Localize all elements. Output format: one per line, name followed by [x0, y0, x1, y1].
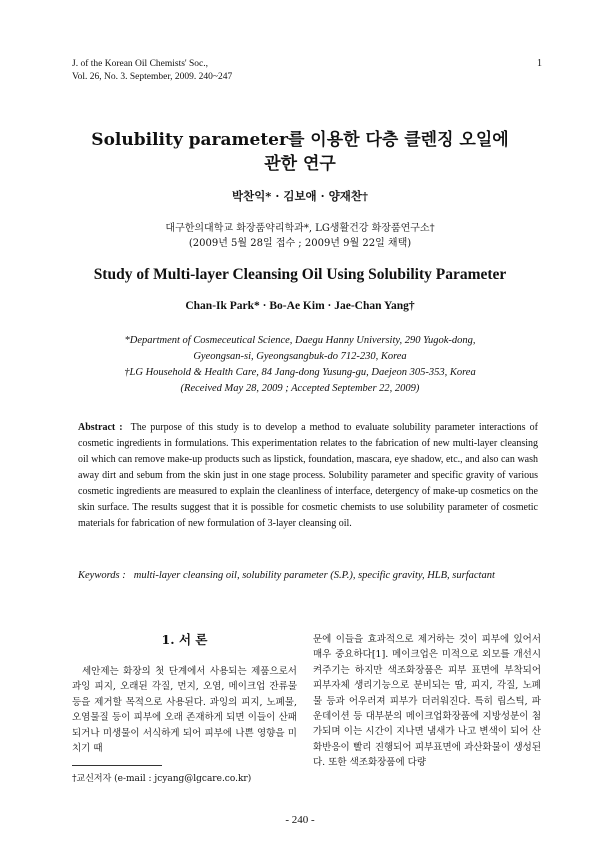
korean-received-dates: (2009년 5월 28일 접수 ; 2009년 9월 22일 채택) — [188, 238, 412, 249]
korean-authors: 박찬익* · 김보애 · 양재찬† — [231, 189, 369, 203]
journal-reference — [72, 58, 232, 84]
keywords-text: multi-layer cleansing oil, solubility parameter (S.P.), specific gravity, HLB, surfactant — [133, 570, 495, 581]
body-column-left: 세안제는 화장의 첫 단계에서 사용되는 제품으로서 과잉 피지, 오래된 각질, 먼지, 오염, 메이크업 잔류물 등을 제거할 목적으로 사용된다. 과잉의 피지, 노폐물, 오염물질 등이 피부에 오래 존재하게 되면 이들이 산패되거나 미생물이 서식하게 되어 피부에 나쁜 영향을 미치기 때 — [72, 666, 297, 755]
korean-affiliation — [40, 221, 560, 251]
korean-affiliation-line-1: 대구한의대학교 화장품약리학과*, LG생활건강 화장품연구소† — [165, 223, 435, 234]
korean-title — [40, 128, 560, 176]
header-page-number: 1 — [537, 58, 542, 69]
abstract-label: Abstract : — [78, 422, 123, 433]
keywords — [78, 568, 538, 584]
english-received-dates: (Received May 28, 2009 ; Accepted September 22, 2009) — [180, 383, 420, 394]
english-affiliation — [40, 333, 560, 397]
footnote-rule — [72, 765, 162, 766]
keywords-label: Keywords : — [78, 570, 126, 581]
english-authors: Chan-Ik Park* · Bo-Ae Kim · Jae-Chan Yang† — [185, 300, 415, 312]
english-affiliation-line-1: *Department of Cosmeceutical Science, Daegu Hanny University, 290 Yugok-dong, — [124, 335, 476, 346]
corresponding-author-footnote: †교신저자 (e-mail : jcyang@lgcare.co.kr) — [72, 774, 252, 784]
korean-title-line-1: Solubility parameter를 이용한 다층 클렌징 오일에 — [91, 130, 509, 150]
abstract-text: The purpose of this study is to develop a method to evaluate solubility parameter interactions of cosmetic ingredients in formulations. This experimentation relates to the fabrication of new multi-layer cleansing oil which can remove make-up products such as lipstick, foundation, mascara, eye shadow, etc., and also can wash away dirt and sebum from the skin just in one stage process. Solubility parameter and specific gravity of various cosmetic ingredients are measured to explain the cleanliness of interface, detergency of make-up cosmetics on the skin surface. The results suggest that it is possible for cosmetic chemists to use solubility parameter of cosmetic materials for fabrication of new formulation of 3-layer cleansing oil. — [78, 422, 538, 529]
journal-line-2: Vol. 26, No. 3. September, 2009. 240~247 — [72, 72, 233, 82]
english-affiliation-line-3: †LG Household & Health Care, 84 Jang-dong Yusung-gu, Daejeon 305-353, Korea — [124, 367, 476, 378]
abstract — [78, 420, 538, 532]
footer-page-number: - 240 - — [285, 814, 315, 826]
journal-line-1: J. of the Korean Oil Chemists' Soc., — [72, 59, 209, 69]
section-heading-introduction: 1. 서 론 — [161, 632, 208, 647]
english-title: Study of Multi-layer Cleansing Oil Using Solubility Parameter — [93, 266, 507, 283]
english-affiliation-line-2: Gyeongsan-si, Gyeongsangbuk-do 712-230, Korea — [193, 351, 407, 362]
korean-title-line-2: 관한 연구 — [264, 154, 336, 174]
body-column-right: 문에 이들을 효과적으로 제거하는 것이 피부에 있어서 매우 중요하다[1]. 메이크업은 미적으로 외모를 개선시켜주기는 하지만 색조화장품은 피부 표면에 부착되어 피부자체 생리기능으로 분비되는 땀, 피지, 각질, 노폐물 등과 어우러져 피부가 더러워진다. 특히 립스틱, 파운데이션 등 대부분의 메이크업화장품에 지방성분이 첨가되며 이는 시간이 지나면 냄새가 나고 변색이 되어 산화반응이 빨리 진행되어 피부표면에 과산화물이 생성된다. 또한 색조화장품에 다량 — [313, 634, 541, 769]
